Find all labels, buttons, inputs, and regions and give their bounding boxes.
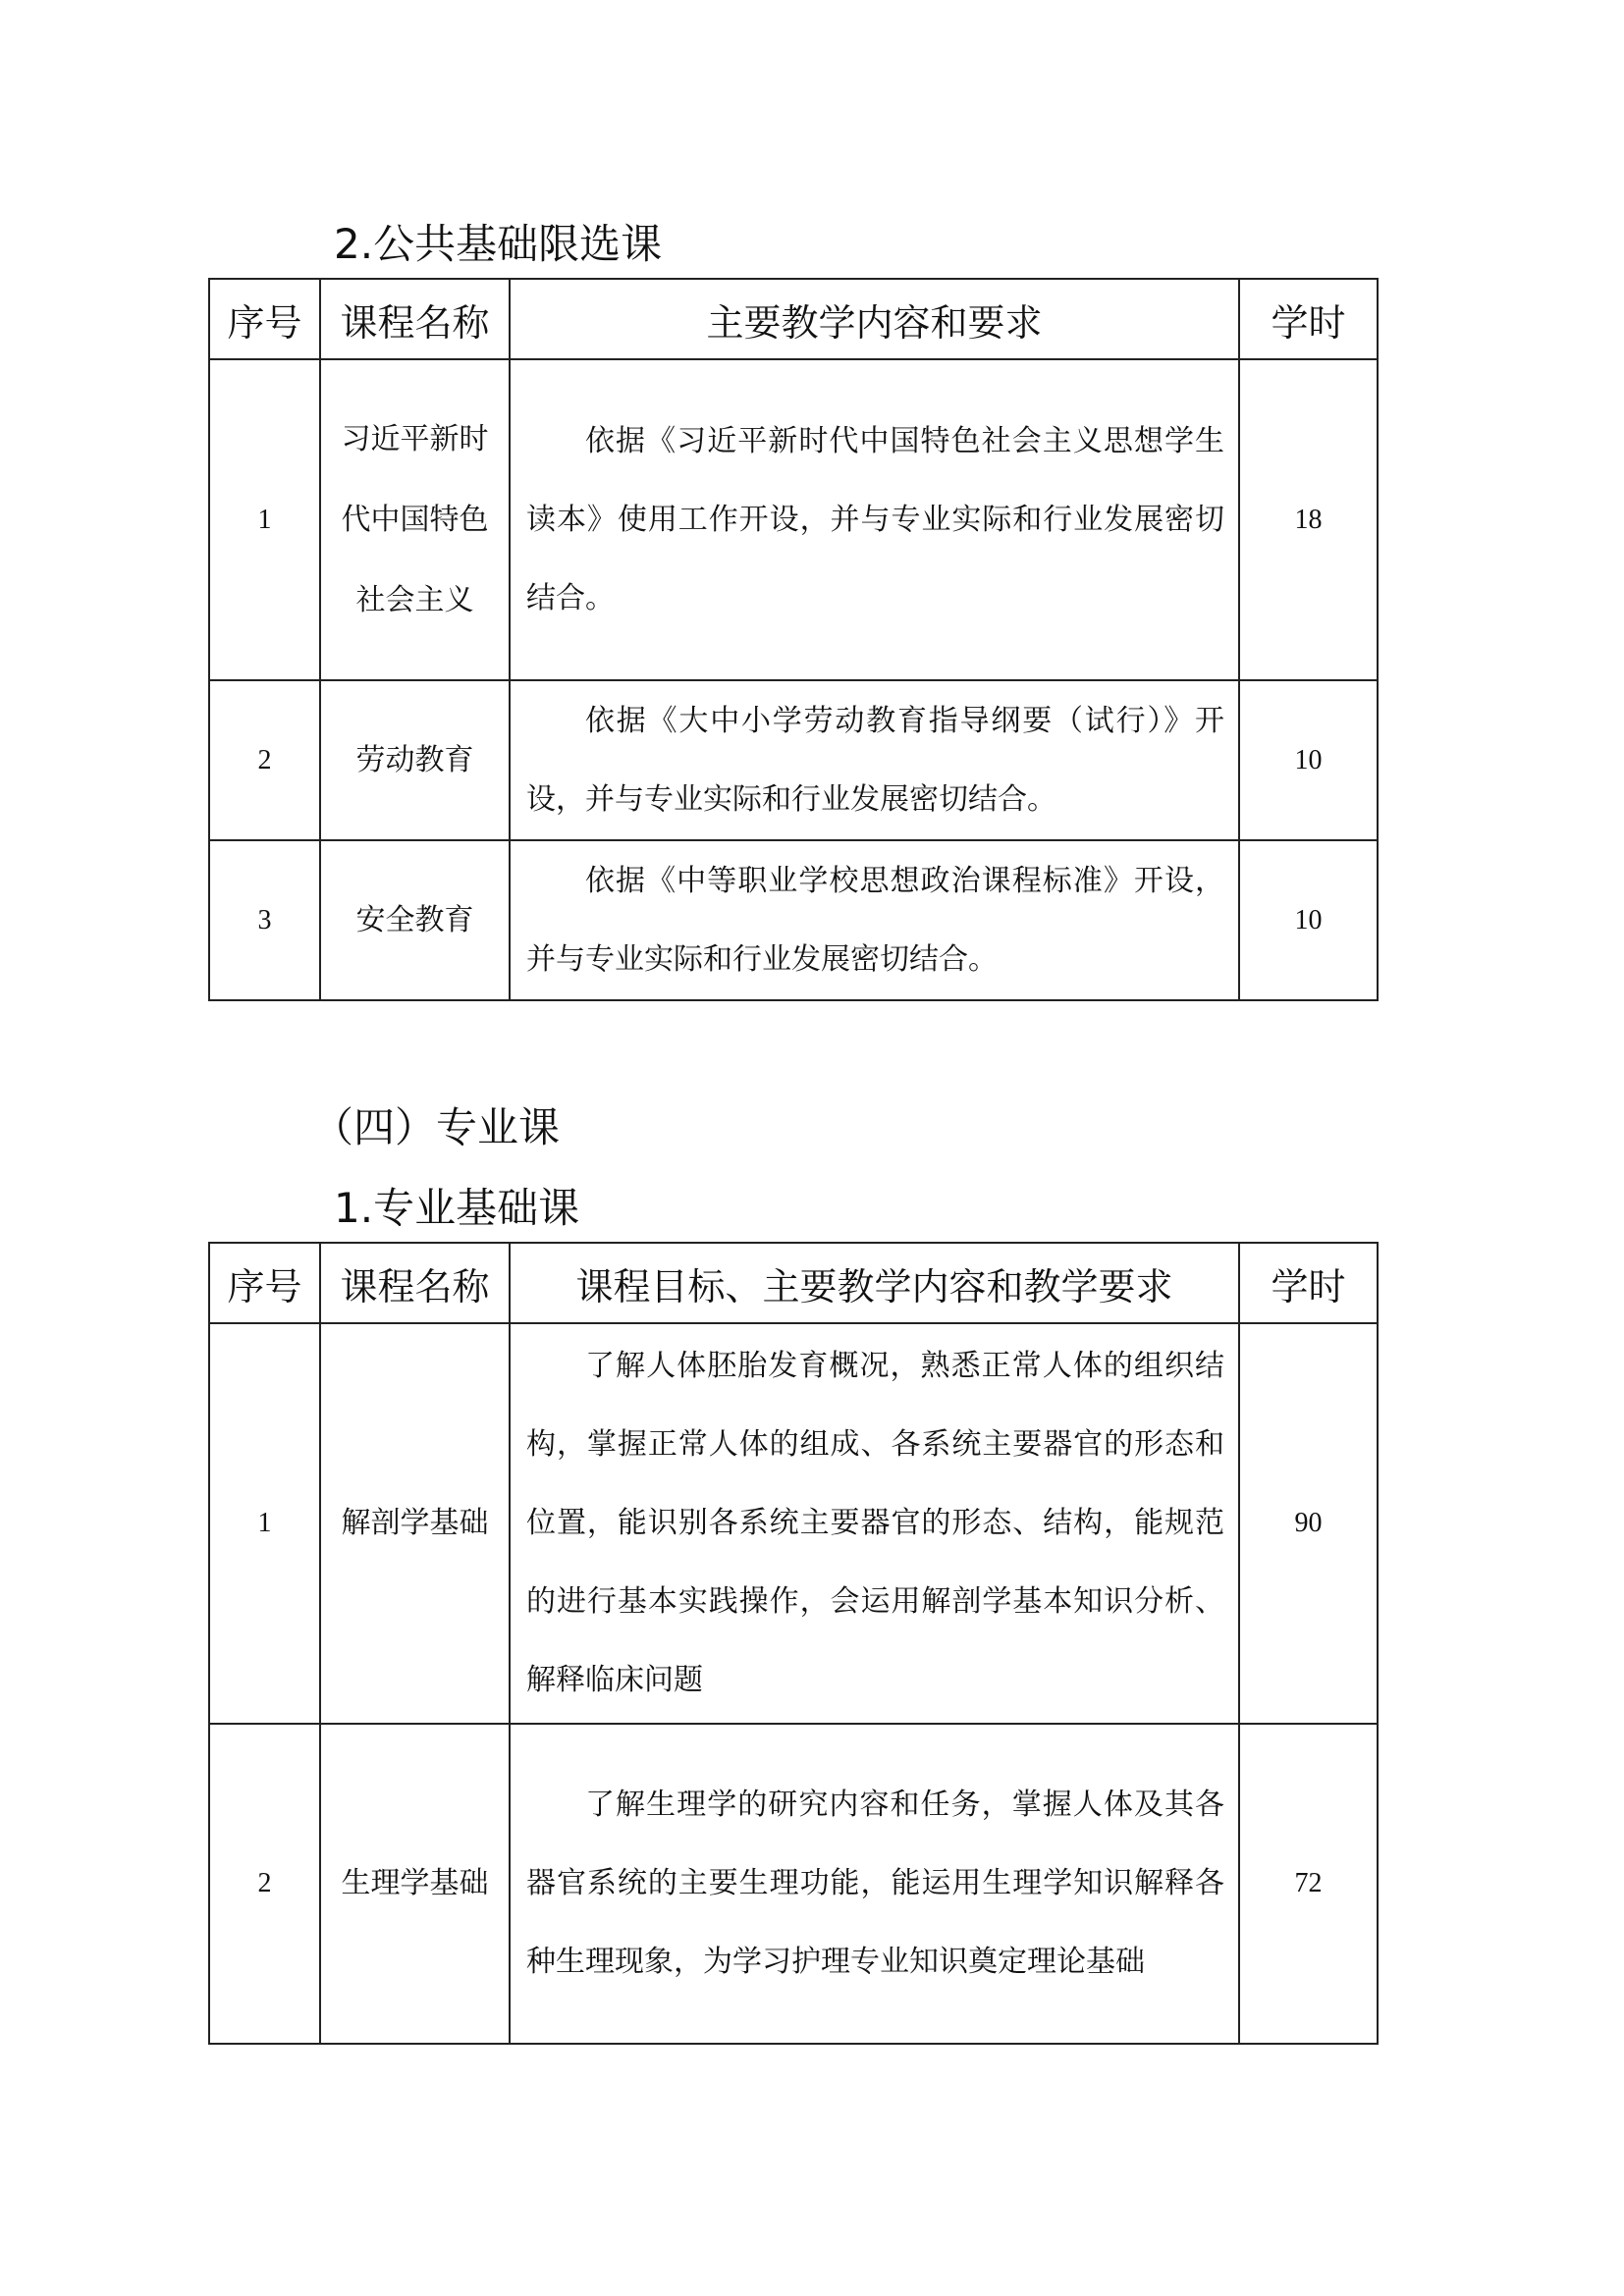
header-course-name: 课程名称	[320, 279, 510, 359]
header-no: 序号	[209, 1243, 320, 1323]
row-no: 1	[209, 1323, 320, 1724]
row-no: 2	[209, 680, 320, 840]
header-no: 序号	[209, 279, 320, 359]
table-row	[209, 1724, 1378, 2044]
row-hours: 10	[1239, 840, 1378, 1000]
row-description: 依据《中等职业学校思想政治课程标准》开设，并与专业实际和行业发展密切结合。	[510, 840, 1239, 1000]
row-no: 1	[209, 359, 320, 680]
row-hours: 72	[1239, 1724, 1378, 2044]
row-description: 了解人体胚胎发育概况，熟悉正常人体的组织结构，掌握正常人体的组成、各系统主要器官的形态和位置，能识别各系统主要器官的形态、结构，能规范的进行基本实践操作，会运用解剖学基本知识分析、解释临床问题	[510, 1323, 1239, 1724]
table-header-row	[209, 279, 1378, 359]
header-course-name: 课程名称	[320, 1243, 510, 1323]
public-elective-table	[208, 278, 1379, 1001]
row-description: 依据《大中小学劳动教育指导纲要（试行）》开设，并与专业实际和行业发展密切结合。	[510, 680, 1239, 840]
row-hours: 10	[1239, 680, 1378, 840]
section-heading-professional-basic: 1.专业基础课	[334, 1184, 580, 1232]
section-title-professional: （四）专业课	[312, 1103, 561, 1151]
row-course-name: 安全教育	[320, 840, 510, 1000]
row-hours: 18	[1239, 359, 1378, 680]
header-hours: 学时	[1239, 279, 1378, 359]
row-course-name: 解剖学基础	[320, 1323, 510, 1724]
table-row	[209, 680, 1378, 840]
row-no: 3	[209, 840, 320, 1000]
professional-basic-table	[208, 1242, 1379, 2045]
row-no: 2	[209, 1724, 320, 2044]
table-row	[209, 840, 1378, 1000]
row-description: 了解生理学的研究内容和任务，掌握人体及其各器官系统的主要生理功能，能运用生理学知识解释各种生理现象，为学习护理专业知识奠定理论基础	[510, 1724, 1239, 2044]
table-header-row	[209, 1243, 1378, 1323]
header-content: 主要教学内容和要求	[510, 279, 1239, 359]
row-hours: 90	[1239, 1323, 1378, 1724]
row-course-name: 习近平新时代中国特色社会主义	[320, 359, 510, 680]
row-course-name: 生理学基础	[320, 1724, 510, 2044]
row-course-name: 劳动教育	[320, 680, 510, 840]
row-description: 依据《习近平新时代中国特色社会主义思想学生读本》使用工作开设，并与专业实际和行业发展密切结合。	[510, 359, 1239, 680]
header-hours: 学时	[1239, 1243, 1378, 1323]
table-row	[209, 359, 1378, 680]
header-content: 课程目标、主要教学内容和教学要求	[510, 1243, 1239, 1323]
table-row	[209, 1323, 1378, 1724]
section-heading-public-elective: 2.公共基础限选课	[334, 220, 663, 268]
